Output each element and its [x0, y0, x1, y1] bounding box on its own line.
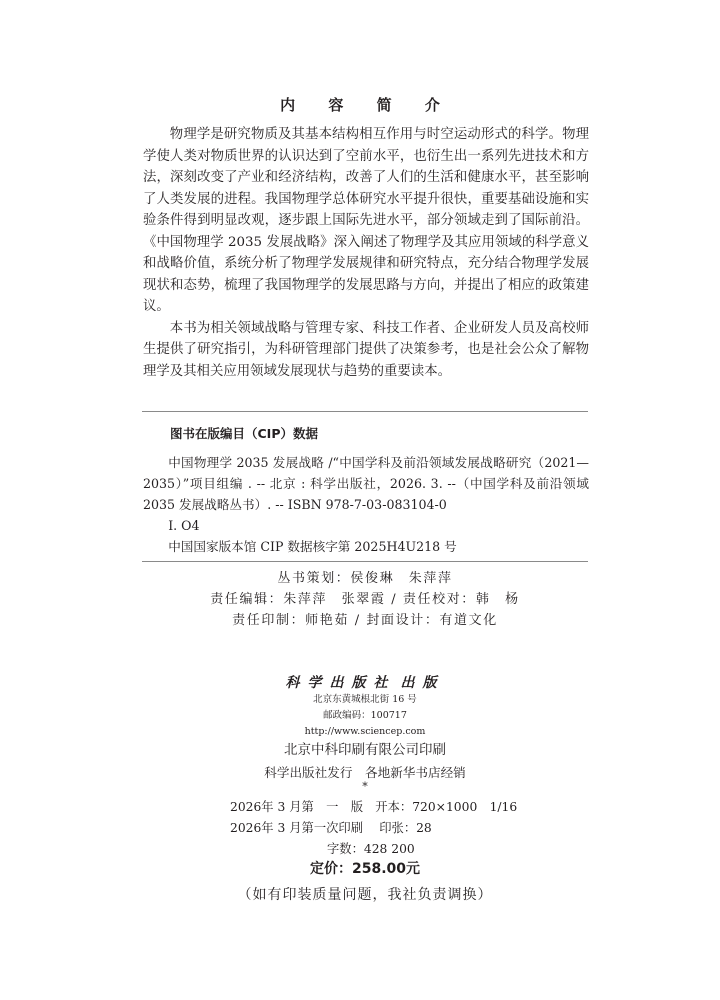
production-credits: 责任印制：师艳茹 / 封面设计：有道文化 — [232, 613, 498, 628]
print-specs — [230, 797, 517, 839]
printing-info: 2026年 3 月第一次印刷 印张：28 — [230, 821, 432, 835]
abstract-body — [143, 124, 589, 382]
publisher-website: http://www.sciencep.com — [304, 726, 426, 737]
publisher-name-line — [0, 672, 720, 692]
cip-verification: 中国国家版本馆 CIP 数据核字第 2025H4U218 号 — [168, 539, 457, 554]
abstract-title: 内 容 简 介 — [280, 96, 454, 114]
printer: 北京中科印刷有限公司印刷 — [284, 742, 446, 758]
publisher-logo-name: 科学出版社 — [285, 675, 396, 691]
separator-star: * — [362, 780, 368, 793]
publisher-postcode: 邮政编码：100717 — [323, 710, 407, 721]
editors: 责任编辑：朱萍萍 张翠霞 / 责任校对：韩 杨 — [210, 592, 520, 607]
publisher-address: 北京东黄城根北街 16 号 — [313, 694, 417, 705]
price: 定价：258.00元 — [309, 861, 421, 877]
divider — [142, 561, 588, 562]
quality-notice: （如有印装质量问题，我社负责调换） — [237, 887, 493, 903]
cip-classification: Ⅰ. O4 — [168, 518, 200, 533]
distribution: 科学出版社发行 各地新华书店经销 — [264, 765, 466, 780]
divider — [142, 411, 588, 412]
series-planner: 丛书策划：侯俊琳 朱萍萍 — [277, 571, 453, 586]
cip-record — [143, 452, 589, 557]
cip-heading: 图书在版编目（CIP）数据 — [170, 426, 318, 441]
publisher-name-suffix: 出版 — [400, 675, 445, 691]
publisher-block — [0, 672, 720, 740]
abstract-paragraph: 本书为相关领域战略与管理专家、科技工作者、企业研发人员及高校师生提供了研究指引，为科研管理部门提供了决策参考，也是社会公众了解物理学及其相关应用领域发展现状与趋势的重要读本。 — [143, 320, 589, 379]
abstract-paragraph: 物理学是研究物质及其基本结构相互作用与时空运动形式的科学。物理学使人类对物质世界的认识达到了空前水平，也衍生出一系列先进技术和方法，深刻改变了产业和经济结构，改善了人们的生活和健康水平，甚至影响了人类发展的进程。我国物理学总体研究水平提升很快，重要基础设施和实验条件得到明显改观，逐步跟上国际先进水平，部分领域走到了国际前沿。《中国物理学 2035 发展战略》深入阐述了物理学及其应用领域的科学意义和战略价值，系统分析了物理学发展规律和研究特点，充分结合物理学发展现状和态势，梳理了我国物理学的发展思路与方向，并提出了相应的政策建议。 — [143, 127, 589, 314]
credits — [0, 568, 720, 631]
word-count: 字数：428 200 — [327, 842, 415, 856]
edition-info: 2026年 3 月第 一 版 开本：720×1000 1/16 — [230, 800, 518, 814]
cip-record-text: 中国物理学 2035 发展战略 /“中国学科及前沿领域发展战略研究（2021—2035）”项目组编 . -- 北京 : 科学出版社，2026. 3. --（中国学科及前沿领域 2035 发展战略丛书）. -- ISBN 978-7-03-083104-0 — [143, 455, 589, 512]
